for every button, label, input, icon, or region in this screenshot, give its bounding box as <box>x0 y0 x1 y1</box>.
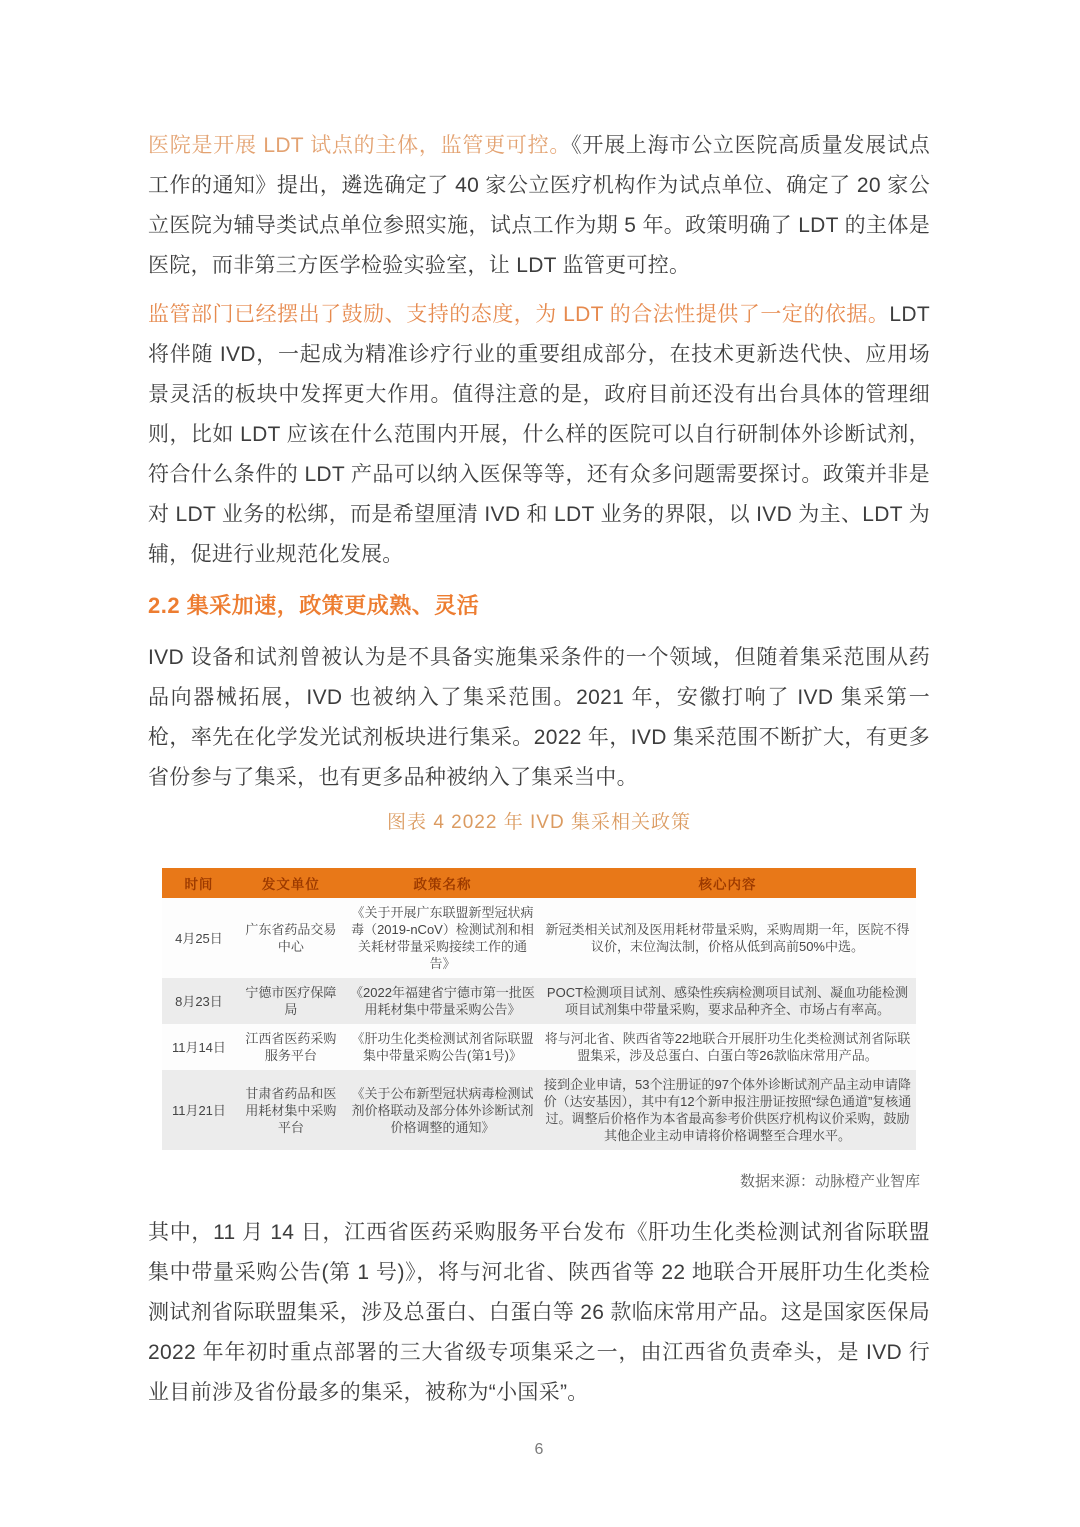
figure-title: 图表 4 2022 年 IVD 集采相关政策 <box>387 812 691 833</box>
cell-policy: 《肝功生化类检测试剂省际联盟集中带量采购公告(第1号)》 <box>346 1024 539 1070</box>
table-row <box>162 978 916 1024</box>
table-row <box>162 1070 916 1150</box>
cell-core: 接到企业申请，53个注册证的97个体外诊断试剂产品主动申请降价（达安基因），其中有12个新申报注册证按照“绿色通道”复核通过。调整后价格作为本省最高参考价供医疗机构议价采购，鼓励其他企业主动申请将价格调整至合理水平。 <box>539 1070 916 1150</box>
policy-table <box>162 868 916 1150</box>
column-header-time: 时间 <box>162 868 236 898</box>
cell-core: 新冠类相关试剂及医用耗材带量采购，采购周期一年，医院不得议价，末位淘汰制，价格从低到高前50%中选。 <box>539 898 916 978</box>
cell-unit: 广东省药品交易中心 <box>236 898 346 978</box>
paragraph-jiangxi-vbp: 其中，11 月 14 日，江西省医药采购服务平台发布《肝功生化类检测试剂省际联盟集中带量采购公告(第 1 号)》，将与河北省、陕西省等 22 地联合开展肝功生化类检测试剂省际联盟集采，涉及总蛋白、白蛋白等 26 款临床常用产品。这是国家医保局 2022 年年初时重点部署的三大省级专项集采之一，由江西省负责牵头，是 IVD 行业目前涉及省份最多的集采，被称为“小国采”。 <box>148 1221 930 1404</box>
cell-unit: 宁德市医疗保障局 <box>236 978 346 1024</box>
table-row <box>162 898 916 978</box>
data-source-note: 数据来源：动脉橙产业智库 <box>739 1173 920 1190</box>
cell-time: 4月25日 <box>162 898 236 978</box>
cell-time: 8月23日 <box>162 978 236 1024</box>
cell-policy: 《2022年福建省宁德市第一批医用耗材集中带量采购公告》 <box>346 978 539 1024</box>
column-header-core: 核心内容 <box>539 868 916 898</box>
paragraph-ldt-pilot <box>148 126 930 286</box>
cell-core: POCT检测项目试剂、感染性疾病检测项目试剂、凝血功能检测项目试剂集中带量采购，要求品种齐全、市场占有率高。 <box>539 978 916 1024</box>
column-header-unit: 发文单位 <box>236 868 346 898</box>
column-header-policy: 政策名称 <box>346 868 539 898</box>
cell-unit: 江西省医药采购服务平台 <box>236 1024 346 1070</box>
body-text: 《开展上海市公立医院高质量发展试点工作的通知》提出，遴选确定了 40 家公立医疗机构作为试点单位、确定了 20 家公立医院为辅导类试点单位参照实施，试点工作为期 5 年。政策明确了 LDT 的主体是医院，而非第三方医学检验实验室，让 LDT 监管更可控。 <box>148 134 930 277</box>
cell-policy: 《关于公布新型冠状病毒检测试剂价格联动及部分体外诊断试剂价格调整的通知》 <box>346 1070 539 1150</box>
highlight-lead-text: 医院是开展 LDT 试点的主体，监管更可控。 <box>148 134 572 157</box>
cell-core: 将与河北省、陕西省等22地联合开展肝功生化类检测试剂省际联盟集采，涉及总蛋白、白蛋白等26款临床常用产品。 <box>539 1024 916 1070</box>
cell-unit: 甘肃省药品和医用耗材集中采购平台 <box>236 1070 346 1150</box>
table-header-row <box>162 868 916 898</box>
cell-time: 11月14日 <box>162 1024 236 1070</box>
highlight-lead-text: 监管部门已经摆出了鼓励、支持的态度，为 LDT 的合法性提供了一定的依据。 <box>148 303 890 326</box>
section-heading: 2.2 集采加速，政策更成熟、灵活 <box>148 593 480 618</box>
body-text: LDT 将伴随 IVD，一起成为精准诊疗行业的重要组成部分，在技术更新迭代快、应用场景灵活的板块中发挥更大作用。值得注意的是，政府目前还没有出台具体的管理细则，比如 LDT 应该在什么范围内开展，什么样的医院可以自行研制体外诊断试剂，符合什么条件的 LDT 产品可以纳入医保等等，还有众多问题需要探讨。政策并非是对 LDT 业务的松绑，而是希望厘清 IVD 和 LDT 业务的界限，以 IVD 为主、LDT 为辅，促进行业规范化发展。 <box>148 303 930 566</box>
table-row <box>162 1024 916 1070</box>
paragraph-regulation <box>148 295 930 575</box>
cell-time: 11月21日 <box>162 1070 236 1150</box>
paragraph-vbp-intro: IVD 设备和试剂曾被认为是不具备实施集采条件的一个领域，但随着集采范围从药品向器械拓展，IVD 也被纳入了集采范围。2021 年，安徽打响了 IVD 集采第一枪，率先在化学发光试剂板块进行集采。2022 年，IVD 集采范围不断扩大，有更多省份参与了集采，也有更多品种被纳入了集采当中。 <box>148 646 930 789</box>
cell-policy: 《关于开展广东联盟新型冠状病毒（2019-nCoV）检测试剂和相关耗材带量采购接续工作的通告》 <box>346 898 539 978</box>
page-number: 6 <box>534 1441 544 1458</box>
